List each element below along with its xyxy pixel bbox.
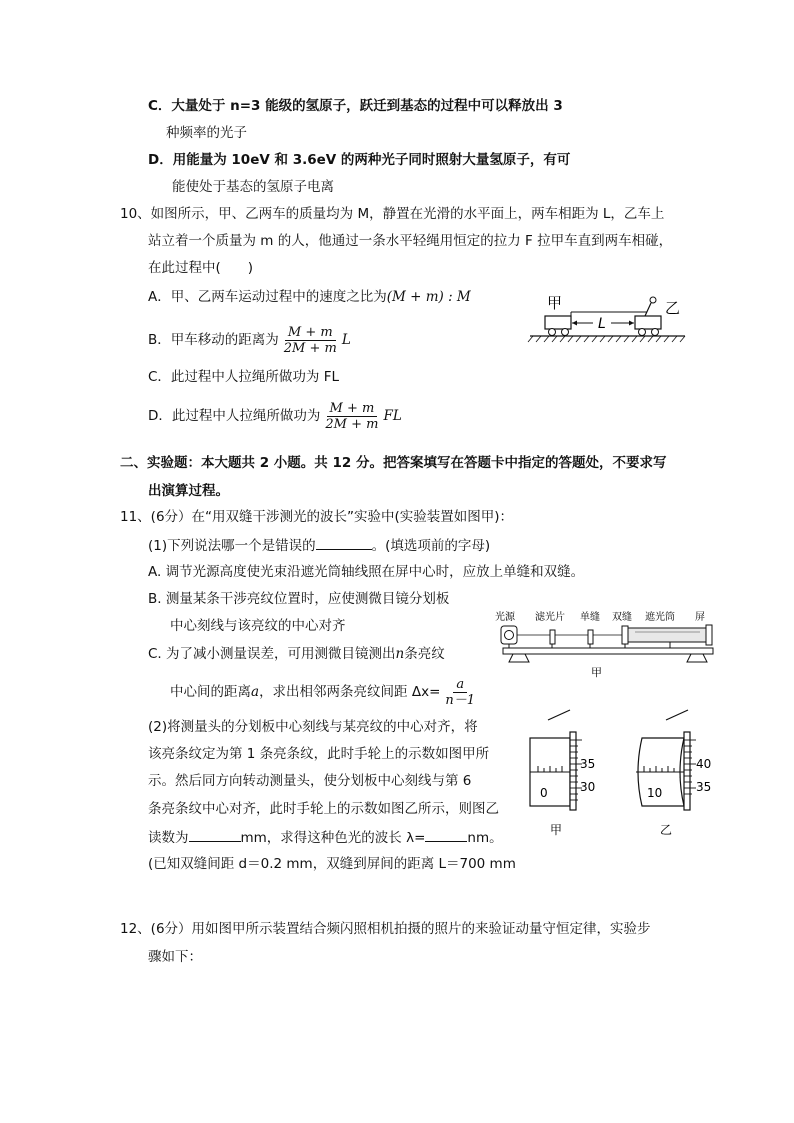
- micrometer-jia: [530, 710, 595, 837]
- rail-foot-right: [687, 654, 707, 662]
- micrometer-yi-tick-lower: 35: [696, 780, 712, 794]
- q11-part2-line5: [148, 827, 503, 848]
- apparatus-label-screen: 屏: [695, 612, 705, 623]
- q11-option-c-line1: [148, 644, 445, 664]
- screen: [706, 625, 712, 645]
- q10-option-c: C．此过程中人拉绳所做功为 FL: [148, 369, 340, 385]
- micrometer-jia-tick-upper: 35: [580, 757, 596, 771]
- q10-option-a: [148, 287, 471, 307]
- q11-option-c-line2: [170, 672, 480, 712]
- q9-option-c-line2: 种频率的光子: [166, 125, 247, 141]
- q10-option-b-text: B．甲车移动的距离为: [148, 332, 279, 348]
- q12-stem-line2: 骤如下：: [148, 949, 202, 965]
- q10-option-a-text: A．甲、乙两车运动过程中的速度之比为: [148, 289, 387, 305]
- q10-option-d: [148, 396, 402, 436]
- light-shield-tube: [628, 628, 706, 642]
- q11-part1-hint: 。(填选项前的字母): [371, 538, 491, 554]
- q11-option-c-a: a: [251, 684, 260, 700]
- q11-part2-text5a: 读数为: [148, 830, 189, 846]
- apparatus-label-light-source: 光源: [495, 612, 515, 623]
- micrometer-jia-thimble: [570, 732, 576, 810]
- single-slit: [588, 630, 593, 644]
- micrometer-yi-caption: 乙: [660, 823, 673, 837]
- apparatus-label-filter: 滤光片: [535, 612, 565, 623]
- apparatus-label-tube: 遮光筒: [645, 612, 675, 623]
- q11-option-c-numerator: a: [453, 677, 467, 693]
- q11-option-a: A. 调节光源高度使光束沿遮光筒轴线照在屏中心时，应放上单缝和双缝。: [148, 564, 585, 580]
- double-slit: [622, 626, 628, 644]
- q11-option-c-text1: C. 为了减小测量误差，可用测微目镜测出: [148, 646, 396, 662]
- q10-option-d-tail: FL: [383, 408, 402, 424]
- q10-option-b-fraction: [281, 325, 340, 356]
- q11-reading-blank[interactable]: [189, 827, 241, 842]
- cart-yi-wheel-left: [639, 329, 646, 336]
- q11-part2-text5b: mm，求得这种色光的波长 λ=: [240, 830, 426, 846]
- q11-stem: 11、(6分）在“用双缝干涉测光的波长”实验中(实验装置如图甲)：: [120, 509, 514, 525]
- q11-option-c-denominator: n－1: [445, 692, 476, 708]
- q10-fig-label-jia: 甲: [547, 294, 563, 312]
- q11-option-c-text3: 中心间的距离: [170, 684, 251, 700]
- q10-carts-figure: [525, 292, 690, 348]
- micrometer-jia-caption: 甲: [550, 823, 563, 837]
- q10-option-b-tail: L: [341, 332, 351, 348]
- q11-part1-text: (1)下列说法哪一个是错误的: [148, 538, 316, 554]
- q10-stem-line3: 在此过程中( ): [148, 260, 254, 276]
- ground-hatching: [528, 336, 685, 342]
- q10-option-b-denominator: 2M + m: [283, 340, 337, 356]
- q11-part2-line4: 条亮条纹中心对齐，此时手轮上的示数如图乙所示，则图乙: [148, 801, 499, 817]
- cart-yi: [635, 316, 661, 329]
- q11-option-c-n: n: [395, 646, 405, 662]
- section2-heading-line1: 二、实验题：本大题共 2 小题。共 12 分。把答案填写在答题卡中指定的答题处，不要求写: [120, 455, 667, 471]
- q11-micrometer-figures: [512, 706, 724, 846]
- micrometer-yi: [636, 710, 711, 837]
- q9-option-d-line1: D．用能量为 10eV 和 3.6eV 的两种光子同时照射大量氢原子，有可: [148, 152, 571, 168]
- apparatus-label-single-slit: 单缝: [580, 612, 600, 623]
- micrometer-yi-tick-upper: 40: [696, 757, 712, 771]
- q10-option-d-text: D．此过程中人拉绳所做功为: [148, 408, 321, 424]
- micrometer-yi-main-label: 10: [647, 786, 663, 800]
- q11-option-c-text4: ，求出相邻两条亮纹间距 Δx=: [259, 684, 441, 700]
- q11-part2-text5c: nm。: [467, 830, 503, 846]
- q10-option-d-fraction: [322, 401, 381, 432]
- q10-option-b: [148, 320, 351, 360]
- apparatus-label-double-slit: 双缝: [612, 612, 632, 623]
- q11-option-b-line1: B. 测量某条干涉亮纹位置时，应使测微目镜分划板: [148, 591, 450, 607]
- q11-part2-line2: 该亮条纹定为第 1 条亮条纹，此时手轮上的示数如图甲所: [148, 746, 490, 762]
- q10-fig-label-yi: 乙: [665, 299, 681, 317]
- apparatus-caption: 甲: [591, 666, 602, 679]
- q9-option-c-line1: C．大量处于 n=3 能级的氢原子，跃迁到基态的过程中可以释放出 3: [148, 98, 563, 114]
- q11-apparatus-figure: [495, 606, 717, 680]
- q10-fig-label-L: L: [598, 316, 606, 332]
- q11-part1: [148, 535, 490, 556]
- q10-option-a-math: (M + m) : M: [386, 289, 471, 305]
- q10-option-d-denominator: 2M + m: [325, 416, 379, 432]
- rail-foot-left: [509, 654, 529, 662]
- q11-option-c-fraction: [442, 677, 478, 708]
- optical-rail: [503, 648, 713, 654]
- q11-part1-answer-blank[interactable]: [316, 535, 372, 550]
- cart-jia-wheel-right: [562, 329, 569, 336]
- cart-yi-wheel-right: [652, 329, 659, 336]
- q11-option-c-text2: 条亮纹: [404, 646, 445, 662]
- q9-option-d-line2: 能使处于基态的氢原子电离: [172, 179, 334, 195]
- person-head: [650, 297, 656, 303]
- q11-part2-line6: (已知双缝间距 d＝0.2 mm，双缝到屏间的距离 L＝700 mm: [148, 856, 516, 872]
- filter: [550, 630, 555, 644]
- micrometer-jia-main-label: 0: [540, 786, 548, 800]
- q10-stem-line1: 10、如图所示，甲、乙两车的质量均为 M，静置在光滑的水平面上，两车相距为 L，乙车上: [120, 206, 665, 222]
- q11-option-b-line2: 中心刻线与该亮纹的中心对齐: [170, 618, 346, 634]
- q10-option-b-numerator: M + m: [285, 325, 336, 341]
- micrometer-yi-thimble: [684, 732, 690, 810]
- q10-option-d-numerator: M + m: [327, 401, 378, 417]
- section2-heading-line2: 出演算过程。: [148, 483, 229, 499]
- cart-jia: [545, 316, 571, 329]
- q11-wavelength-blank[interactable]: [425, 827, 467, 842]
- q11-part2-line3: 示。然后同方向转动测量头，使分划板中心刻线与第 6: [148, 773, 472, 789]
- cart-jia-wheel-left: [549, 329, 556, 336]
- q11-part2-line1: (2)将测量头的分划板中心刻线与某亮纹的中心对齐，将: [148, 719, 478, 735]
- micrometer-jia-tick-lower: 30: [580, 780, 596, 794]
- q10-stem-line2: 站立着一个质量为 m 的人，他通过一条水平轻绳用恒定的拉力 F 拉甲车直到两车相碰，: [148, 233, 673, 249]
- q12-stem-line1: 12、(6分）用如图甲所示装置结合频闪照相机拍摄的照片的来验证动量守恒定律，实验步: [120, 921, 651, 937]
